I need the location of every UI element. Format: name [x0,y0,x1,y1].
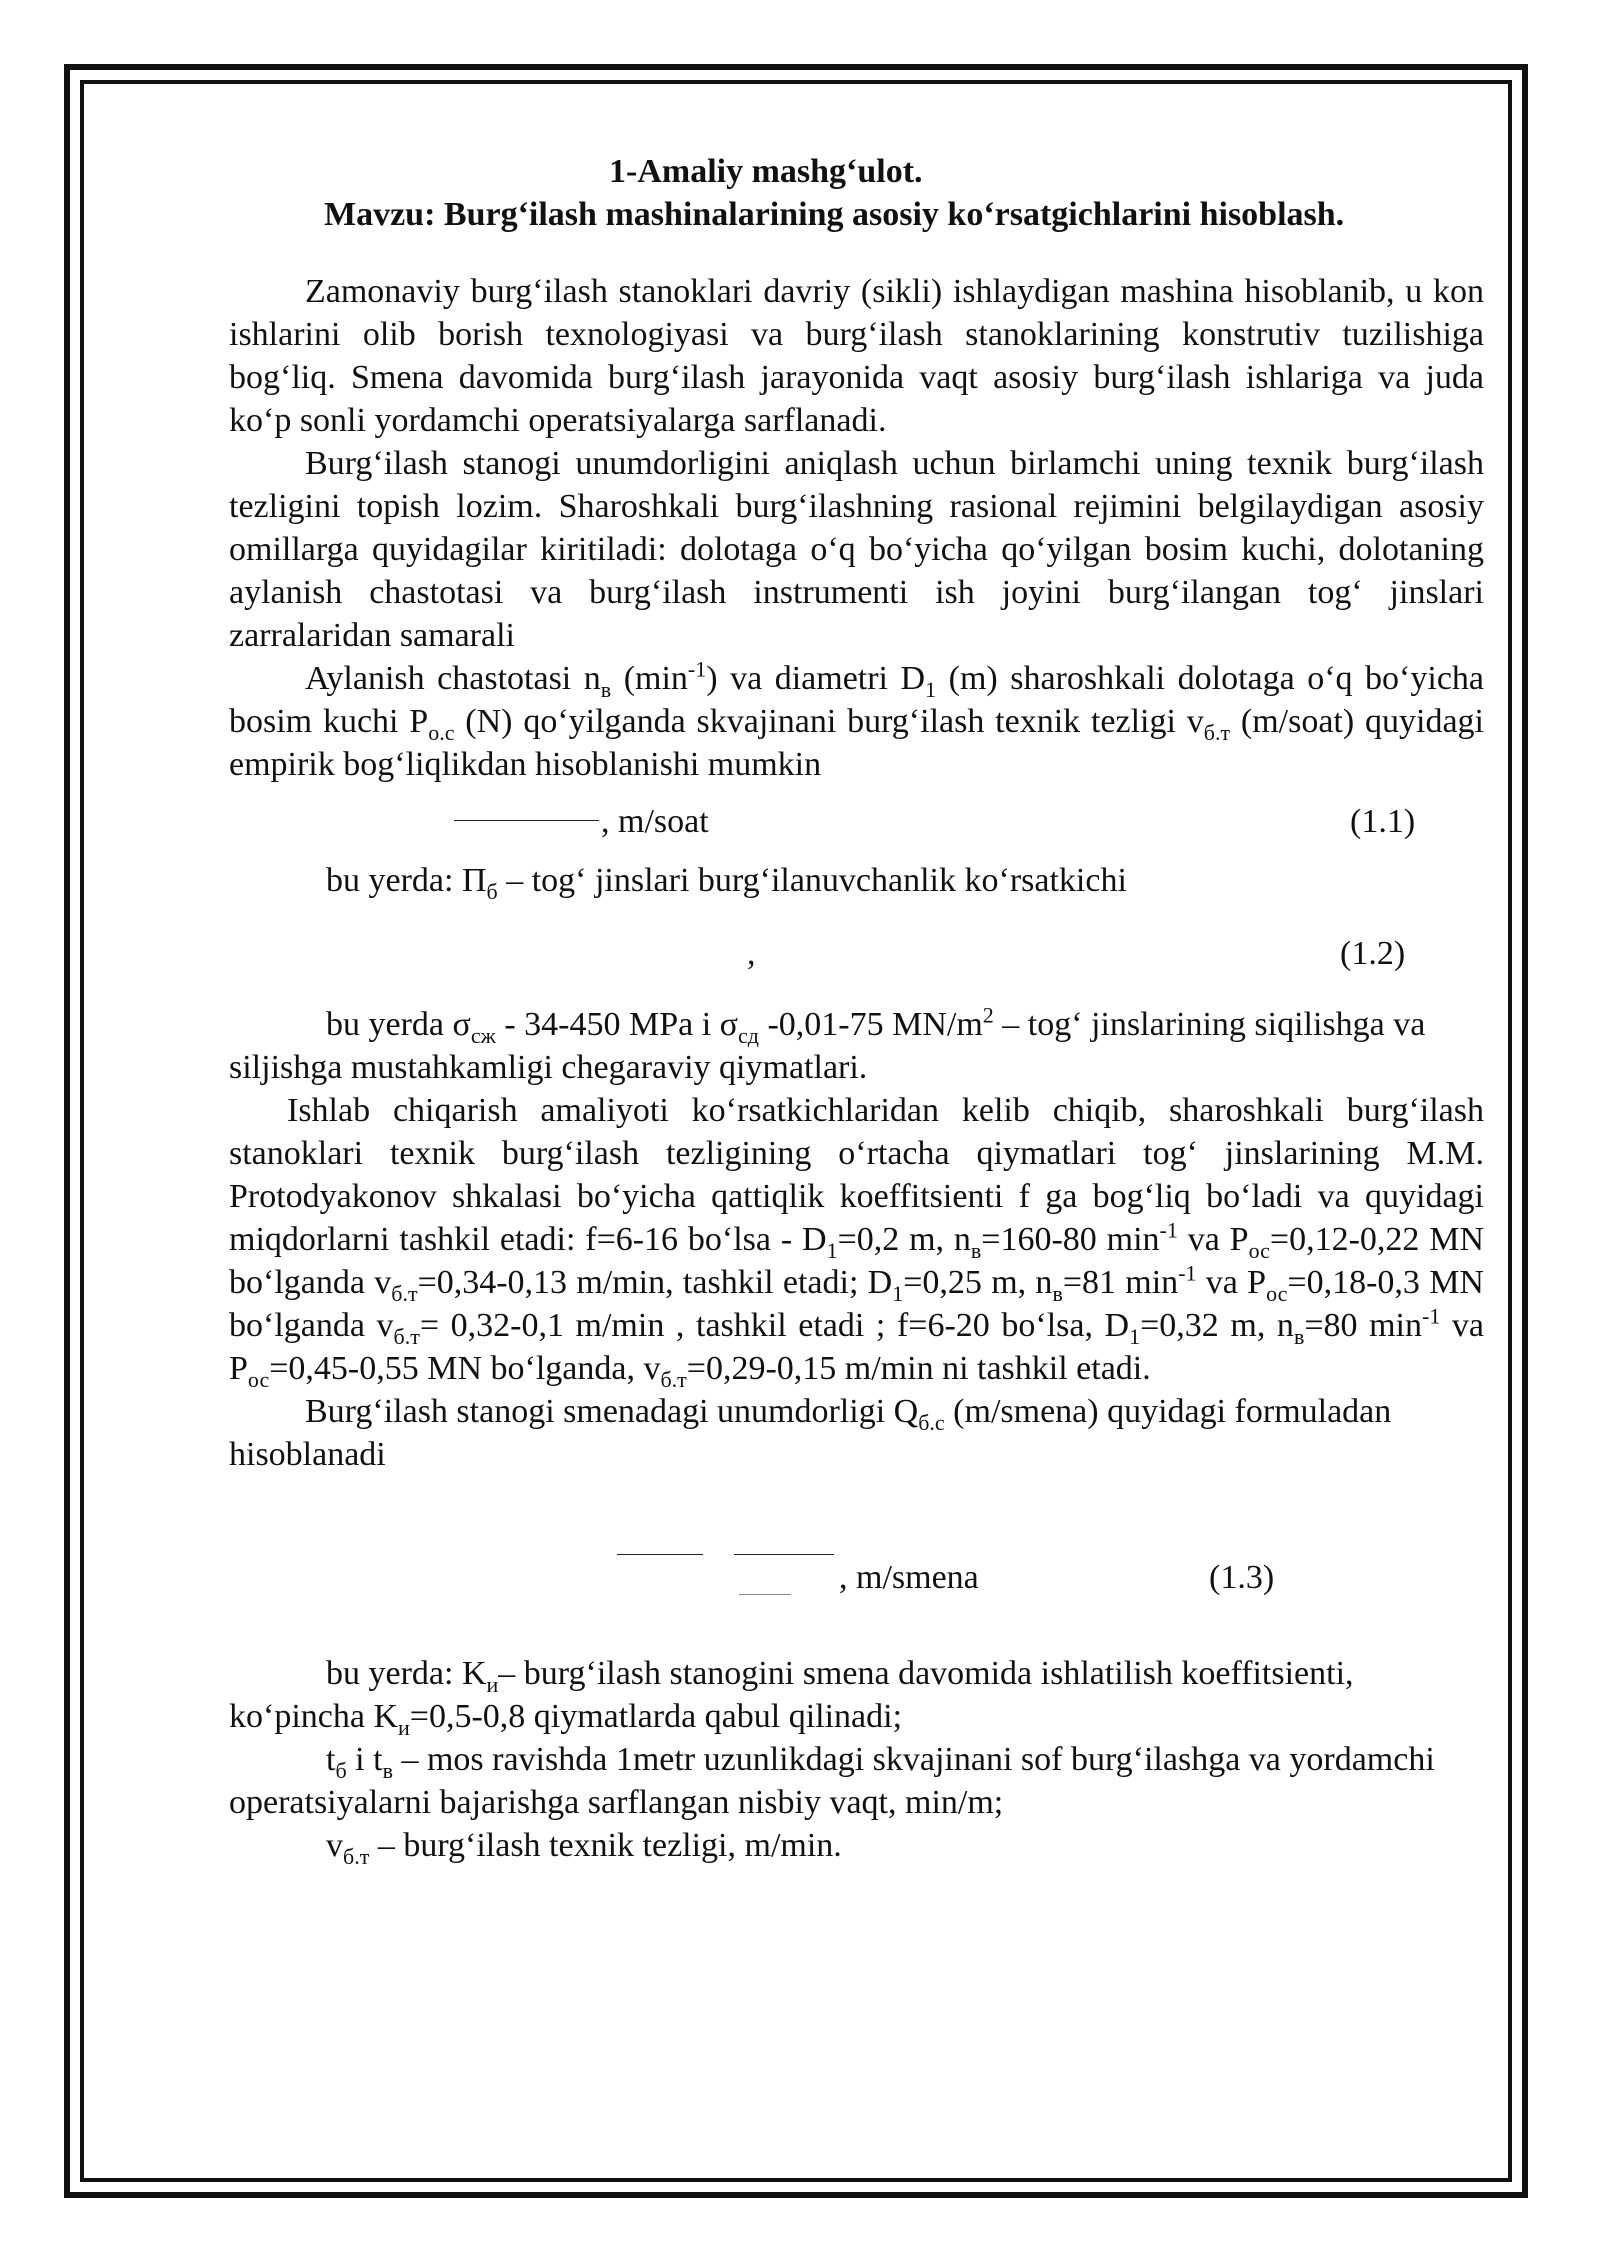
definition-drillability: bu yerda: $П_б$ – tog‘ jinslari burg‘ilanuvchanlik ko‘rsatkichi [326,862,1127,904]
formula-number: (1.3) [1209,1559,1275,1596]
fraction-bar-right [734,1554,834,1555]
paragraph-practice: Ishlab chiqarish amaliyoti ko‘rsatkichlaridan kelib chiqib, sharoshkali burg‘ilash stanoklari texnik burg‘ilash tezligining o‘rtacha qiymatlari tog‘ jinslarining M.M. Protodyakonov shkalasi bo‘yicha qattiqlik koeffitsienti f ga bog‘liq bo‘ladi va quyidagi miqdorlarni tashkil etadi: f=6-16 bo‘lsa - $D_1=0,2$ m, $n_в=160-80$ $\min^{-1}$ va $P_{ос}=0,12-0,22$ MN bo‘lganda $v_{б.т}=0,34-0,13$ m/min, tashkil etadi; $D_1=0,25$ m, $n_в=81$ $\min^{-1}$ va $P_{ос}=0,18-0,3$ MN bo‘lganda $v_{б.т}= 0,32-0,1$ m/min , tashkil etadi ; f=6-20 bo‘lsa, $D_1=0,32$ m, $n_в=80$ $\min^{-1}$ va $P_{ос}=0,45-0,55$ MN bo‘lganda, $v_{б.т}=0,29-0,15$ m/min ni tashkil etadi. [229,1092,1485,1392]
formula-1-2 [229,932,1484,975]
formula-unit: , m/smena [839,1559,979,1596]
practical-title: 1-Amaliy mashg‘ulot. [609,153,923,190]
fraction-bar-sub [739,1594,791,1595]
paragraph-productivity: Burg‘ilash stanogi unumdorligini aniqlash uchun birlamchi uning texnik burg‘ilash tezligini topish lozim. Sharoshkali burg‘ilashning rasional rejimini belgilaydigan asosiy omillarga quyidagilar kiritiladi: dolotaga o‘q bo‘yicha qo‘yilgan bosim kuchi, dolotaning aylanish chastotasi va burg‘ilash instrumenti ish joyini burg‘ilangan tog‘ jinslari zarralaridan samarali [229,445,1484,654]
paragraph-rotation: Aylanish chastotasi $n_в$ $(\min^{-1})$ va diametri $D_1$ (m) sharoshkali dolotaga o‘q bo‘yicha bosim kuchi $P_{o.c}$ (N) qo‘yilganda skvajinani burg‘ilash texnik tezligi $v_{б.т}$ (m/soat) quyidagi empirik bog‘liqlikdan hisoblanishi mumkin [229,656,1485,783]
paragraph-strength: bu yerda $\sigma_{сж} - 34-450$ MPa i $\sigma_{сд}$ -0,01-75 $MN/m^2$ – tog‘ jinslarining siqilishga va siljishga mustahkamligi chegaraviy qiymatlari. [229,1002,1426,1086]
paragraph-shift-productivity: Burg‘ilash stanogi smenadagi unumdorligi $Q_{б.с}$ (m/smena) quyidagi formuladan hisoblanadi [229,1393,1392,1473]
definition-speed: $v_{б.т}$ – burg‘ilash texnik tezligi, m/min. [326,1827,842,1869]
fraction-bar [454,820,599,821]
definition-coefficient: bu yerda: $K_и-$ burg‘ilash stanogini smena davomida ishlatilish koeffitsienti, ko‘pincha $K_и=0,5-0,8$ qiymatlarda qabul qilinadi; [229,1655,1354,1740]
formula-1-3 [229,1542,1484,1602]
formula-1-1 [229,800,1484,843]
formula-comma: , [747,935,756,972]
formula-unit: , m/soat [601,803,709,840]
fraction-bar-left [617,1554,703,1555]
document-page [229,150,1484,1867]
formula-number: (1.1) [1350,803,1416,840]
paragraph-intro: Zamonaviy burg‘ilash stanoklari davriy (sikli) ishlaydigan mashina hisoblanib, u kon ishlarini olib borish texnologiyasi va burg‘ilash stanoklarining konstrutiv tuzilishiga bog‘liq. Smena davomida burg‘ilash jarayonida vaqt asosiy burg‘ilash ishlariga va juda ko‘p sonli yordamchi operatsiyalarga sarflanadi. [229,273,1484,439]
formula-number: (1.2) [1340,935,1406,972]
topic-title: Mavzu: Burg‘ilash mashinalarining asosiy ko‘rsatgichlarini hisoblash. [324,196,1345,233]
definition-time: $t_б$ i $t_в$ – mos ravishda 1metr uzunlikdagi skvajinani sof burg‘ilashga va yordamchi operatsiyalarni bajarishga sarflangan nisbiy vaqt, min/m; [229,1741,1435,1821]
